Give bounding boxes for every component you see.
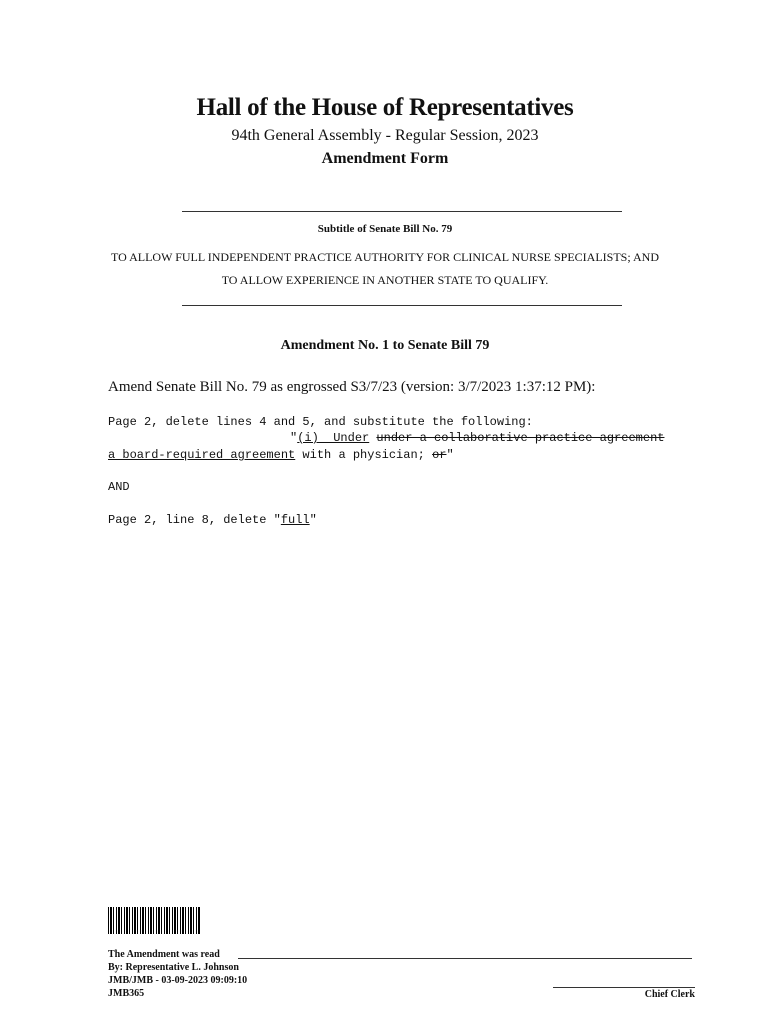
instruction-2-suffix: " [309,513,317,527]
inserted-text-2: a board-required agreement [108,448,296,462]
divider-top [182,211,622,212]
subtitle-line-1: TO ALLOW FULL INDEPENDENT PRACTICE AUTHORITY FOR CLINICAL NURSE SPECIALISTS; AND [110,250,659,264]
divider-bottom [182,305,622,306]
quote-close: " [446,448,454,462]
amendment-heading: Amendment No. 1 to Senate Bill 79 [280,338,490,353]
chief-clerk-label: Chief Clerk [644,989,695,1000]
quote-open: " [290,431,298,445]
read-label: The Amendment was read [108,949,220,960]
form-name: Amendment Form [321,150,449,167]
subtitle-text [0,246,770,292]
session-line: 94th General Assembly - Regular Session, 2023 [231,127,539,144]
footer-block [108,948,247,1000]
read-signature-line [238,958,692,959]
inserted-text-1: (i) Under [297,431,370,445]
instruction-1: Page 2, delete lines 4 and 5, and substitute the following: [108,415,533,429]
amendment-intro: Amend Senate Bill No. 79 as engrossed S3/7/23 (version: 3/7/2023 1:37:12 PM): [108,379,596,395]
substitution-mid-text: with a physician; [295,448,433,462]
subtitle-line-2: TO ALLOW EXPERIENCE IN ANOTHER STATE TO QUALIFY. [221,273,549,287]
subtitle-label: Subtitle of Senate Bill No. 79 [317,223,453,235]
barcode-image [108,907,200,934]
document-id: JMB365 [108,988,145,999]
connector-and: AND [108,480,130,494]
code-line: JMB/JMB - 03-09-2023 09:09:10 [108,975,248,986]
sponsor-line: By: Representative L. Johnson [108,962,239,973]
deleted-text-2: or [432,448,447,462]
document-title: Hall of the House of Representatives [196,94,574,121]
instruction-2-prefix: Page 2, line 8, delete " [108,513,281,527]
instruction-2 [108,512,317,528]
deleted-text-1: under a collaborative practice agreement [376,431,665,445]
substitution-line-1 [290,430,664,446]
substitution-line-2 [108,447,454,463]
instruction-2-word: full [280,513,310,527]
